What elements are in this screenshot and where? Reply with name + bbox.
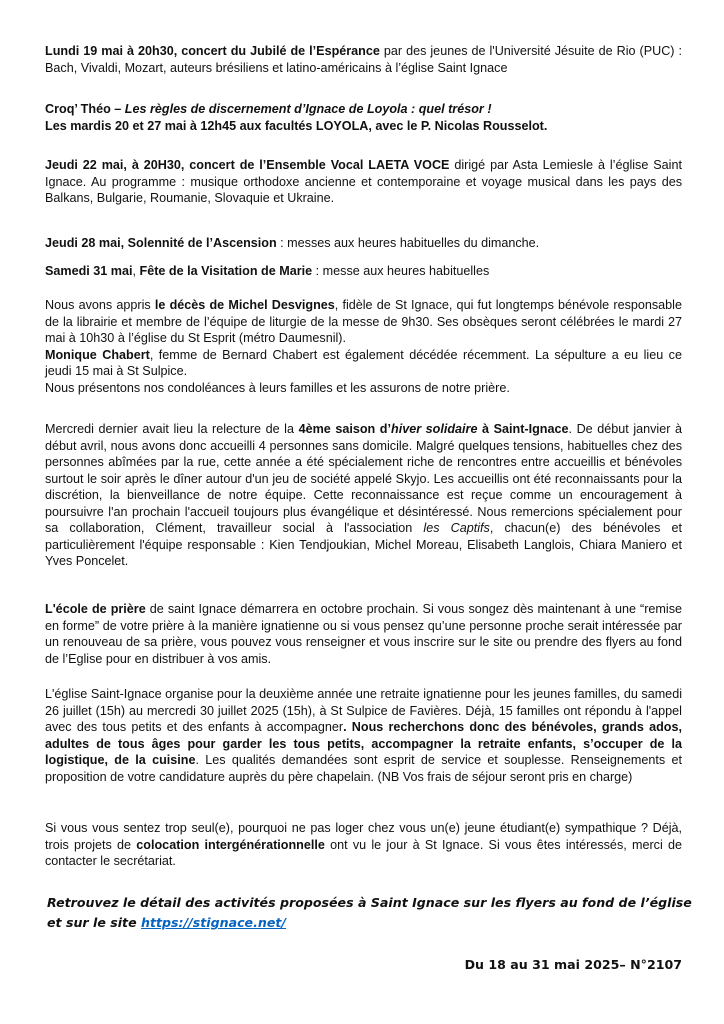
laeta-voce-announcement — [45, 157, 682, 207]
croq-theo-label: Croq’ Théo – — [45, 102, 125, 116]
ecole-de-priere-title: L'école de prière — [45, 602, 146, 616]
concert-jubile-announcement — [45, 43, 682, 76]
colocation-intro: Si vous vous sentez trop seul(e), pourquoi ne pas loger chez vous un(e) jeune étudiant(e) sympathique ? Déjà, trois projets de — [45, 821, 682, 852]
hiver-solidaire-intro: Mercredi dernier avait lieu la relecture de la — [45, 422, 299, 436]
condolences: Nous présentons nos condoléances à leurs familles et les assurons de notre prière. — [45, 380, 510, 395]
footer-line-1: Retrouvez le détail des activités proposées à Saint Ignace sur les flyers au fond de l’église — [47, 895, 692, 910]
retraite-details: . Les qualités demandées sont esprit de service et souplesse. Renseignements et proposition de votre candidature auprès du père chapelain. (NB Vos frais de séjour seront pris en charge) — [45, 753, 682, 784]
visitation-separator: , — [132, 264, 140, 278]
croq-theo-schedule: Les mardis 20 et 27 mai à 12h45 aux facultés LOYOLA, avec le P. Nicolas Rousselot. — [45, 118, 548, 133]
laeta-voce-title: Jeudi 22 mai, à 20H30, concert de l’Ensemble Vocal LAETA VOCE — [45, 158, 450, 172]
concert-jubile-details: par des jeunes de l'Université Jésuite de Rio (PUC) : Bach, Vivaldi, Mozart, auteurs brésiliens et latino-américains à l’église Saint Ignace — [45, 44, 682, 75]
footer-site-label: et sur le site — [47, 915, 142, 930]
visitation-date: Samedi 31 mai — [45, 264, 133, 278]
obituary-section — [45, 297, 682, 396]
concert-jubile-title: Lundi 19 mai à 20h30, concert du Jubilé de l’Espérance — [45, 44, 380, 58]
visitation-title: Fête de la Visitation de Marie — [139, 264, 313, 278]
captifs-association: les Captifs — [423, 521, 490, 535]
visitation-details: : messe aux heures habituelles — [312, 264, 490, 278]
ascension-title: Jeudi 28 mai, Solennité de l’Ascension — [45, 236, 277, 250]
retraite-volunteers-call: . Nous recherchons donc des bénévoles, grands ados, adultes de tous âges pour garder les tous petits, accompagner la retraite enfants, s’occuper de la logistique, de la cuisine — [45, 720, 682, 767]
issue-number: Du 18 au 31 mai 2025– N°2107 — [464, 957, 682, 972]
website-link[interactable]: https://stignace.net/ — [141, 915, 286, 930]
obituary-intro: Nous avons appris — [45, 298, 155, 312]
footer-note — [47, 893, 697, 933]
colocation-title: colocation intergénérationnelle — [136, 837, 325, 852]
visitation-announcement — [45, 263, 682, 280]
croq-theo-topic: Les règles de discernement d’Ignace de Loyola : quel trésor ! — [124, 102, 492, 116]
colocation-details: ont vu le jour à St Ignace. Si vous êtes intéressés, merci de contacter le secrétariat. — [45, 837, 682, 868]
hiver-solidaire-place: à Saint-Ignace — [477, 422, 569, 436]
hiver-solidaire-section — [45, 421, 682, 570]
retraite-intro: L'église Saint-Ignace organise pour la deuxième année une retraite ignatienne pour les jeunes familles, du samedi 26 juillet (15h) au mercredi 30 juillet 2025 (15h), à St Sulpice de Favières. Déjà, 15 familles ont répondu à l'appel avec des tous petits et des enfants à accompagner — [45, 687, 682, 734]
hiver-solidaire-name: hiver solidaire — [391, 422, 478, 436]
hiver-solidaire-season: 4ème saison d’ — [298, 422, 391, 436]
laeta-voce-details: dirigé par Asta Lemiesle à l’église Saint Ignace. Au programme : musique orthodoxe ancienne et contemporaine et voyage musical dans les pays des Balkans, Bulgarie, Roumanie, Slovaquie et Ukraine. — [45, 158, 682, 205]
hiver-solidaire-body: . De début janvier à début avril, nous avons donc accueilli 4 personnes sans domicile. Malgré quelques tensions, habituelles chez des personnes abîmées par la rue, cette année a été spécialement riche de rencontres entre accueillis et bénévoles surtout le soir après le dîner autour d'un jeu de société appelé Skyjo. Les accueillis ont été reconnaissants pour la discrétion, la bienveillance de notre équipe. Cette reconnaissance est reçue comme un encouragement à poursuivre l'an prochain l'accueil toujours plus évangélique et désintéressé. Nous remercions spécialement pour sa collaboration, Clément, travailleur social à l'association — [45, 422, 682, 535]
ecole-de-priere-section — [45, 601, 682, 667]
croq-theo-announcement — [45, 101, 682, 134]
ascension-details: : messes aux heures habituelles du dimanche. — [276, 236, 540, 250]
obituary-chabert-details: , femme de Bernard Chabert est également décédée récemment. La sépulture a eu lieu ce jeudi 15 mai à St Sulpice. — [45, 347, 682, 378]
hiver-solidaire-thanks: , chacun(e) des bénévoles et particulièrement l'équipe responsable : Kien Tendjoukian, Michel Moreau, Elisabeth Langlois, Chiara Maniero et Yves Poncelet. — [45, 521, 683, 568]
obituary-desvignes: le décès de Michel Desvignes — [154, 298, 335, 312]
obituary-desvignes-details: , fidèle de St Ignace, qui fut longtemps bénévole responsable de la librairie et membre de l’équipe de liturgie de la messe de 9h30. Ses obsèques seront célébrées le mardi 27 mai à 10h30 à l’église du St Esprit (métro Daumesnil). — [45, 298, 682, 345]
footer-line-2 — [47, 913, 697, 933]
ascension-announcement — [45, 235, 682, 252]
ecole-de-priere-details: de saint Ignace démarrera en octobre prochain. Si vous songez dès maintenant à une “remise en forme” de votre prière à la manière ignatienne ou si vous pensez qu’une personne proche serait intéressée par un renouveau de sa prière, vous pouvez vous renseigner et vous inscrire sur le site ou prendre des flyers au fond de l’Eglise pour en distribuer à vos amis. — [45, 602, 682, 666]
obituary-chabert: Monique Chabert — [45, 347, 150, 362]
retraite-familles-section — [45, 686, 682, 785]
colocation-section — [45, 820, 682, 870]
